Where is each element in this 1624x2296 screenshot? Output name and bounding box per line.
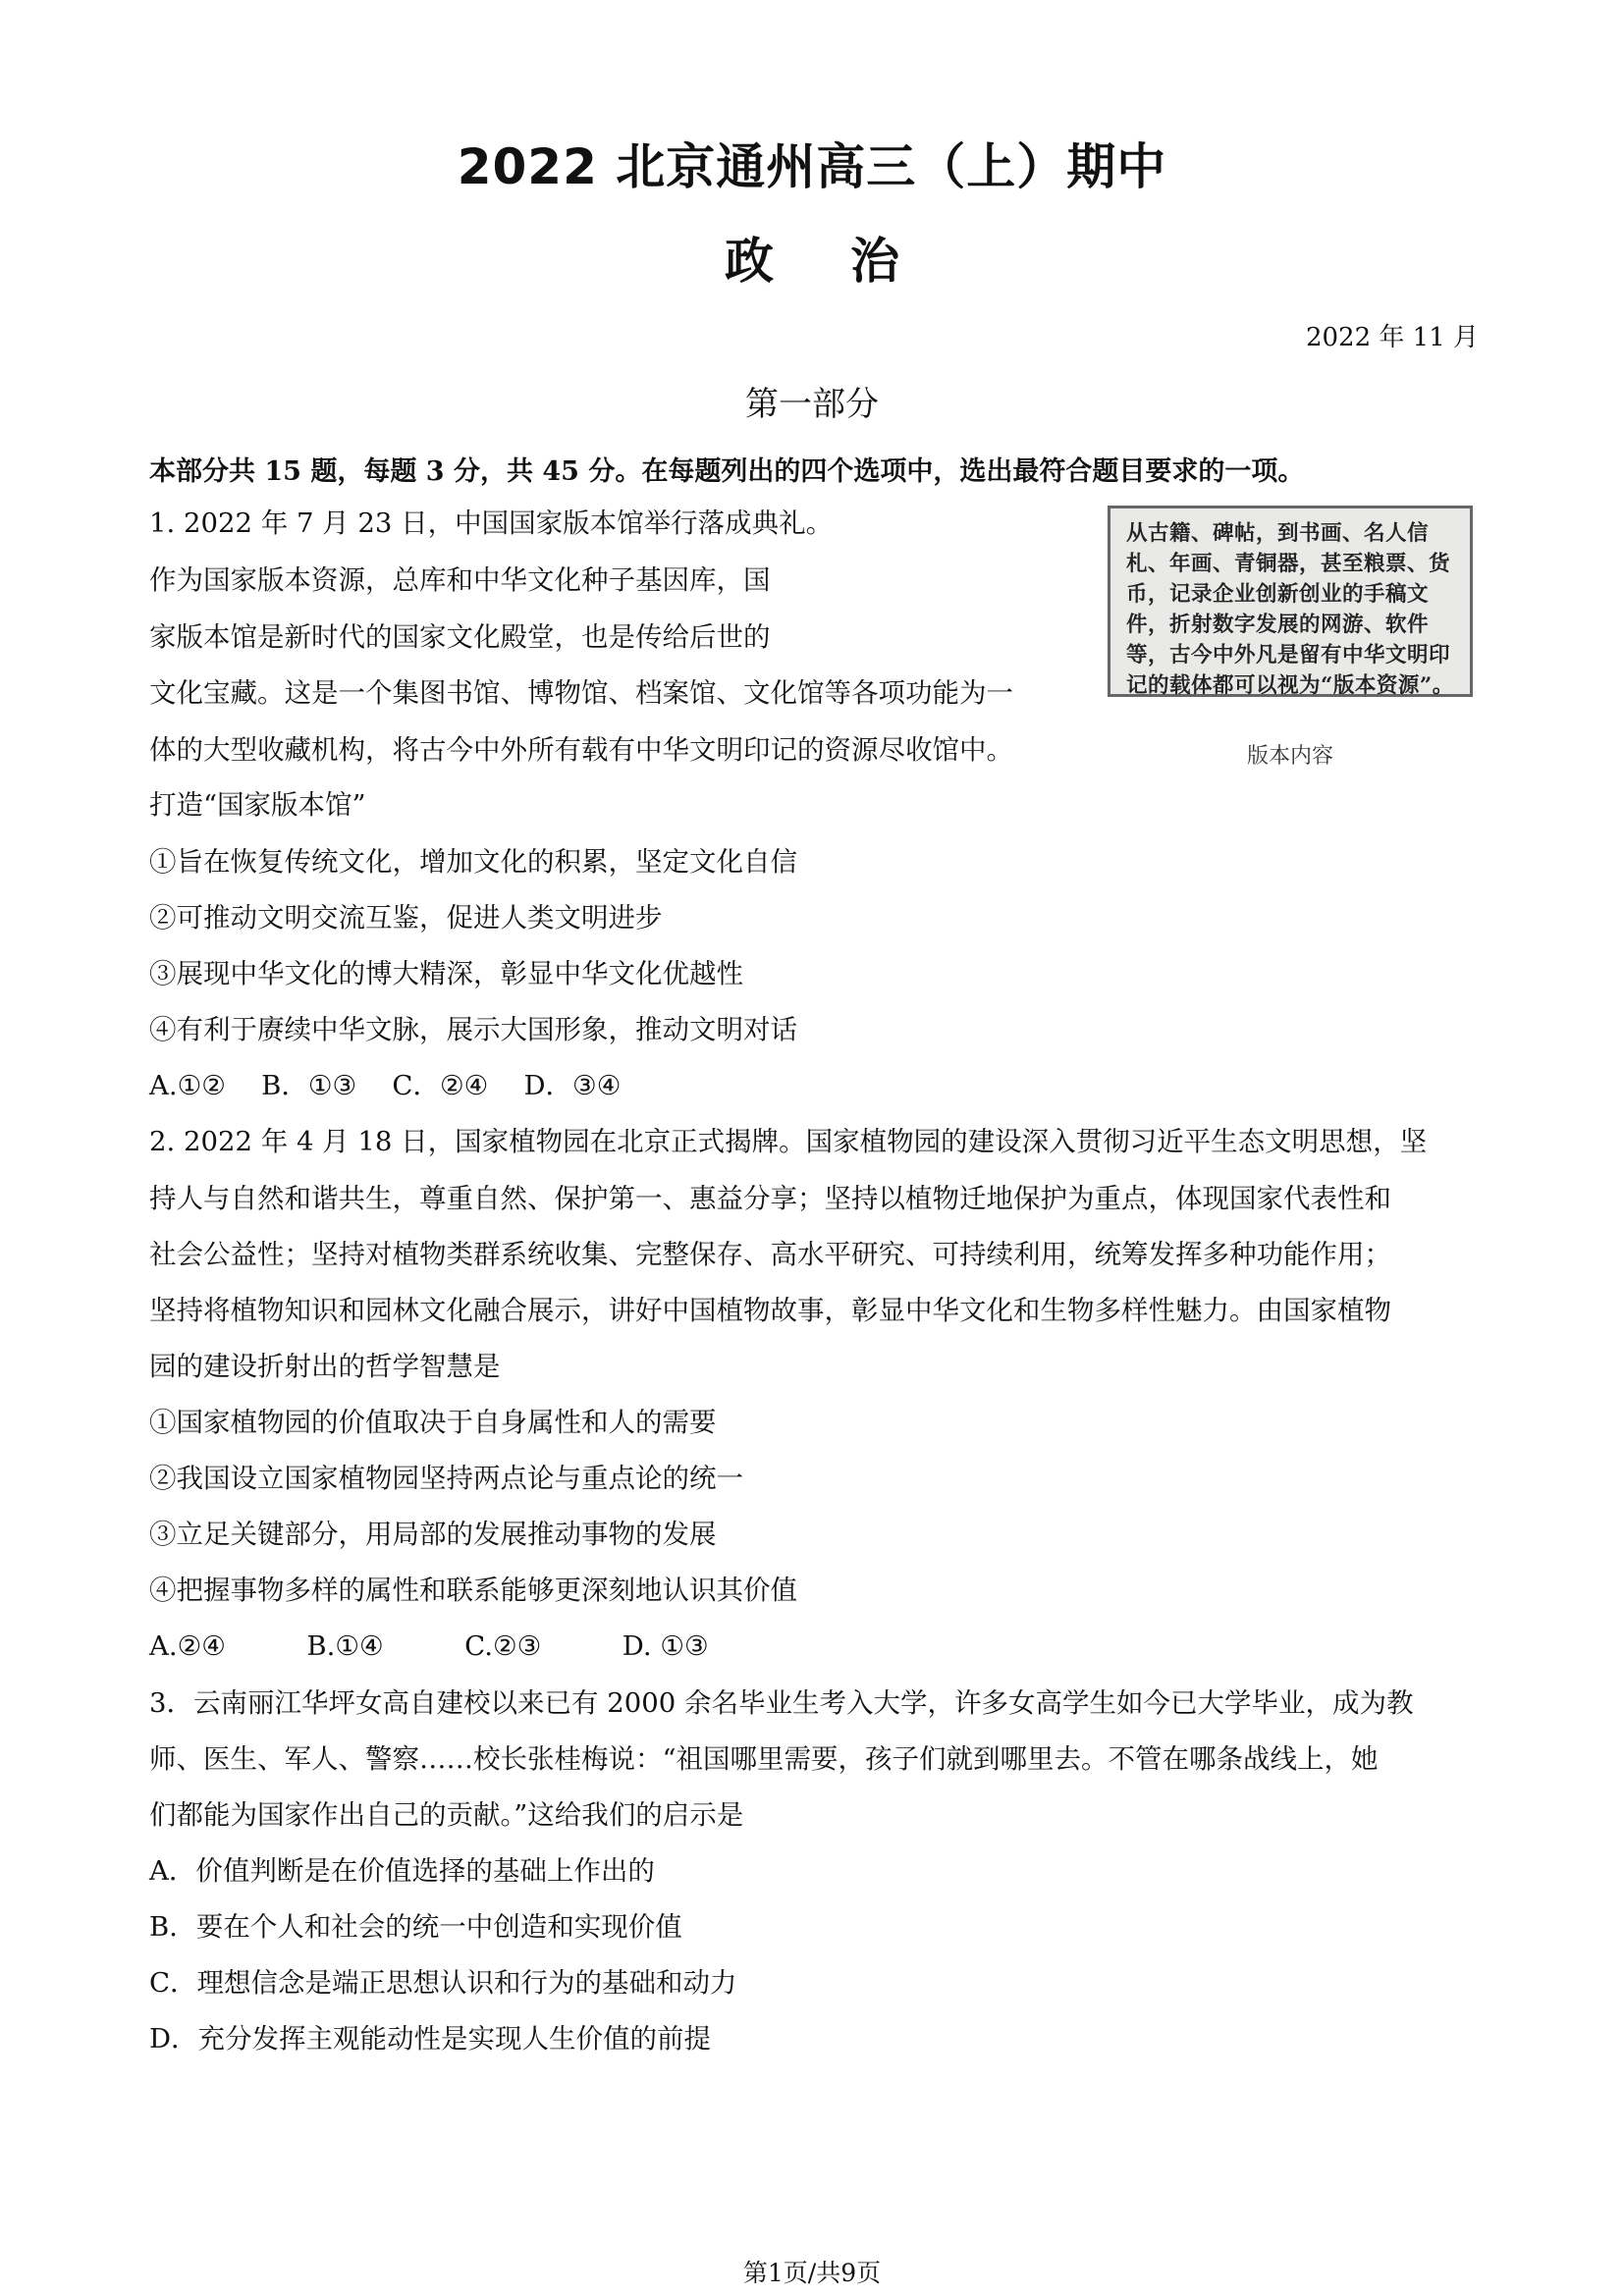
q1-line: 家版本馆是新时代的国家文化殿堂，也是传给后世的 <box>149 621 771 653</box>
q2-line: 2. 2022 年 4 月 18 日，国家植物园在北京正式揭牌。国家植物园的建设深入贯彻习近平生态文明思想，坚 <box>149 1126 1428 1157</box>
q1-figure-text: 从古籍、碑帖，到书画、名人信札、年画、青铜器，甚至粮票、货币，记录企业创新创业的手稿文件，折射数字发展的网游、软件等，古今中外凡是留有中华文明印记的载体都可以视为“版本资源”。 <box>1126 521 1454 698</box>
q3-line: 3．云南丽江华坪女高自建校以来已有 2000 余名毕业生考入大学，许多女高学生如今已大学毕业，成为教 <box>149 1687 1414 1719</box>
q3-option-a: A．价值判断是在价值选择的基础上作出的 <box>149 1855 655 1887</box>
q1-figure <box>1108 506 1473 697</box>
q1-line: 作为国家版本资源，总库和中华文化种子基因库，国 <box>149 564 771 596</box>
q1-choices: A.①② B．①③ C．②④ D．③④ <box>149 1070 622 1101</box>
q2-line: 坚持将植物知识和园林文化融合展示，讲好中国植物故事，彰显中华文化和生物多样性魅力。由国家植物 <box>149 1295 1391 1326</box>
q1-figure-caption: 版本内容 <box>1246 744 1333 769</box>
q1-line: 1. 2022 年 7 月 23 日，中国国家版本馆举行落成典礼。 <box>149 507 834 539</box>
exam-date: 2022 年 11 月 <box>1305 323 1479 352</box>
q3-option-d: D．充分发挥主观能动性是实现人生价值的前提 <box>149 2023 712 2055</box>
q1-line: 体的大型收藏机构，将古今中外所有载有中华文明印记的资源尽收馆中。 <box>149 734 1013 766</box>
q2-choices: A.②④ B.①④ C.②③ D. ①③ <box>149 1630 709 1662</box>
q1-option-2: ②可推动文明交流互鉴，促进人类文明进步 <box>149 902 663 934</box>
part-heading: 第一部分 <box>745 385 879 424</box>
page-number: 第1页/共9页 <box>742 2259 882 2287</box>
q2-option-4: ④把握事物多样的属性和联系能够更深刻地认识其价值 <box>149 1575 797 1606</box>
q2-line: 园的建设折射出的哲学智慧是 <box>149 1351 501 1382</box>
q2-option-3: ③立足关键部分，用局部的发展推动事物的发展 <box>149 1519 717 1550</box>
q2-line: 持人与自然和谐共生，尊重自然、保护第一、惠益分享；坚持以植物迁地保护为重点，体现国家代表性和 <box>149 1183 1391 1214</box>
q1-option-4: ④有利于赓续中华文脉，展示大国形象，推动文明对话 <box>149 1014 797 1045</box>
q3-option-b: B．要在个人和社会的统一中创造和实现价值 <box>149 1911 682 1943</box>
instructions: 本部分共 15 题，每题 3 分，共 45 分。在每题列出的四个选项中，选出最符合题目要求的一项。 <box>149 456 1305 487</box>
q3-line: 们都能为国家作出自己的贡献。”这给我们的启示是 <box>149 1799 744 1831</box>
q1-line: 打造“国家版本馆” <box>149 789 366 821</box>
q2-option-1: ①国家植物园的价值取决于自身属性和人的需要 <box>149 1407 717 1438</box>
q3-option-c: C．理想信念是端正思想认识和行为的基础和动力 <box>149 1967 737 1999</box>
q2-line: 社会公益性；坚持对植物类群系统收集、完整保存、高水平研究、可持续利用，统筹发挥多种功能作用； <box>149 1239 1391 1270</box>
q1-option-3: ③展现中华文化的博大精深，彰显中华文化优越性 <box>149 958 743 989</box>
q3-line: 师、医生、军人、警察……校长张桂梅说：“祖国哪里需要，孩子们就到哪里去。不管在哪条战线上，她 <box>149 1743 1379 1775</box>
subject-title: 政治 <box>725 233 976 290</box>
q1-line: 文化宝藏。这是一个集图书馆、博物馆、档案馆、文化馆等各项功能为一 <box>149 677 1013 709</box>
page-title: 2022 北京通州高三（上）期中 <box>457 138 1167 195</box>
q1-option-1: ①旨在恢复传统文化，增加文化的积累，坚定文化自信 <box>149 846 797 878</box>
q2-option-2: ②我国设立国家植物园坚持两点论与重点论的统一 <box>149 1463 743 1494</box>
